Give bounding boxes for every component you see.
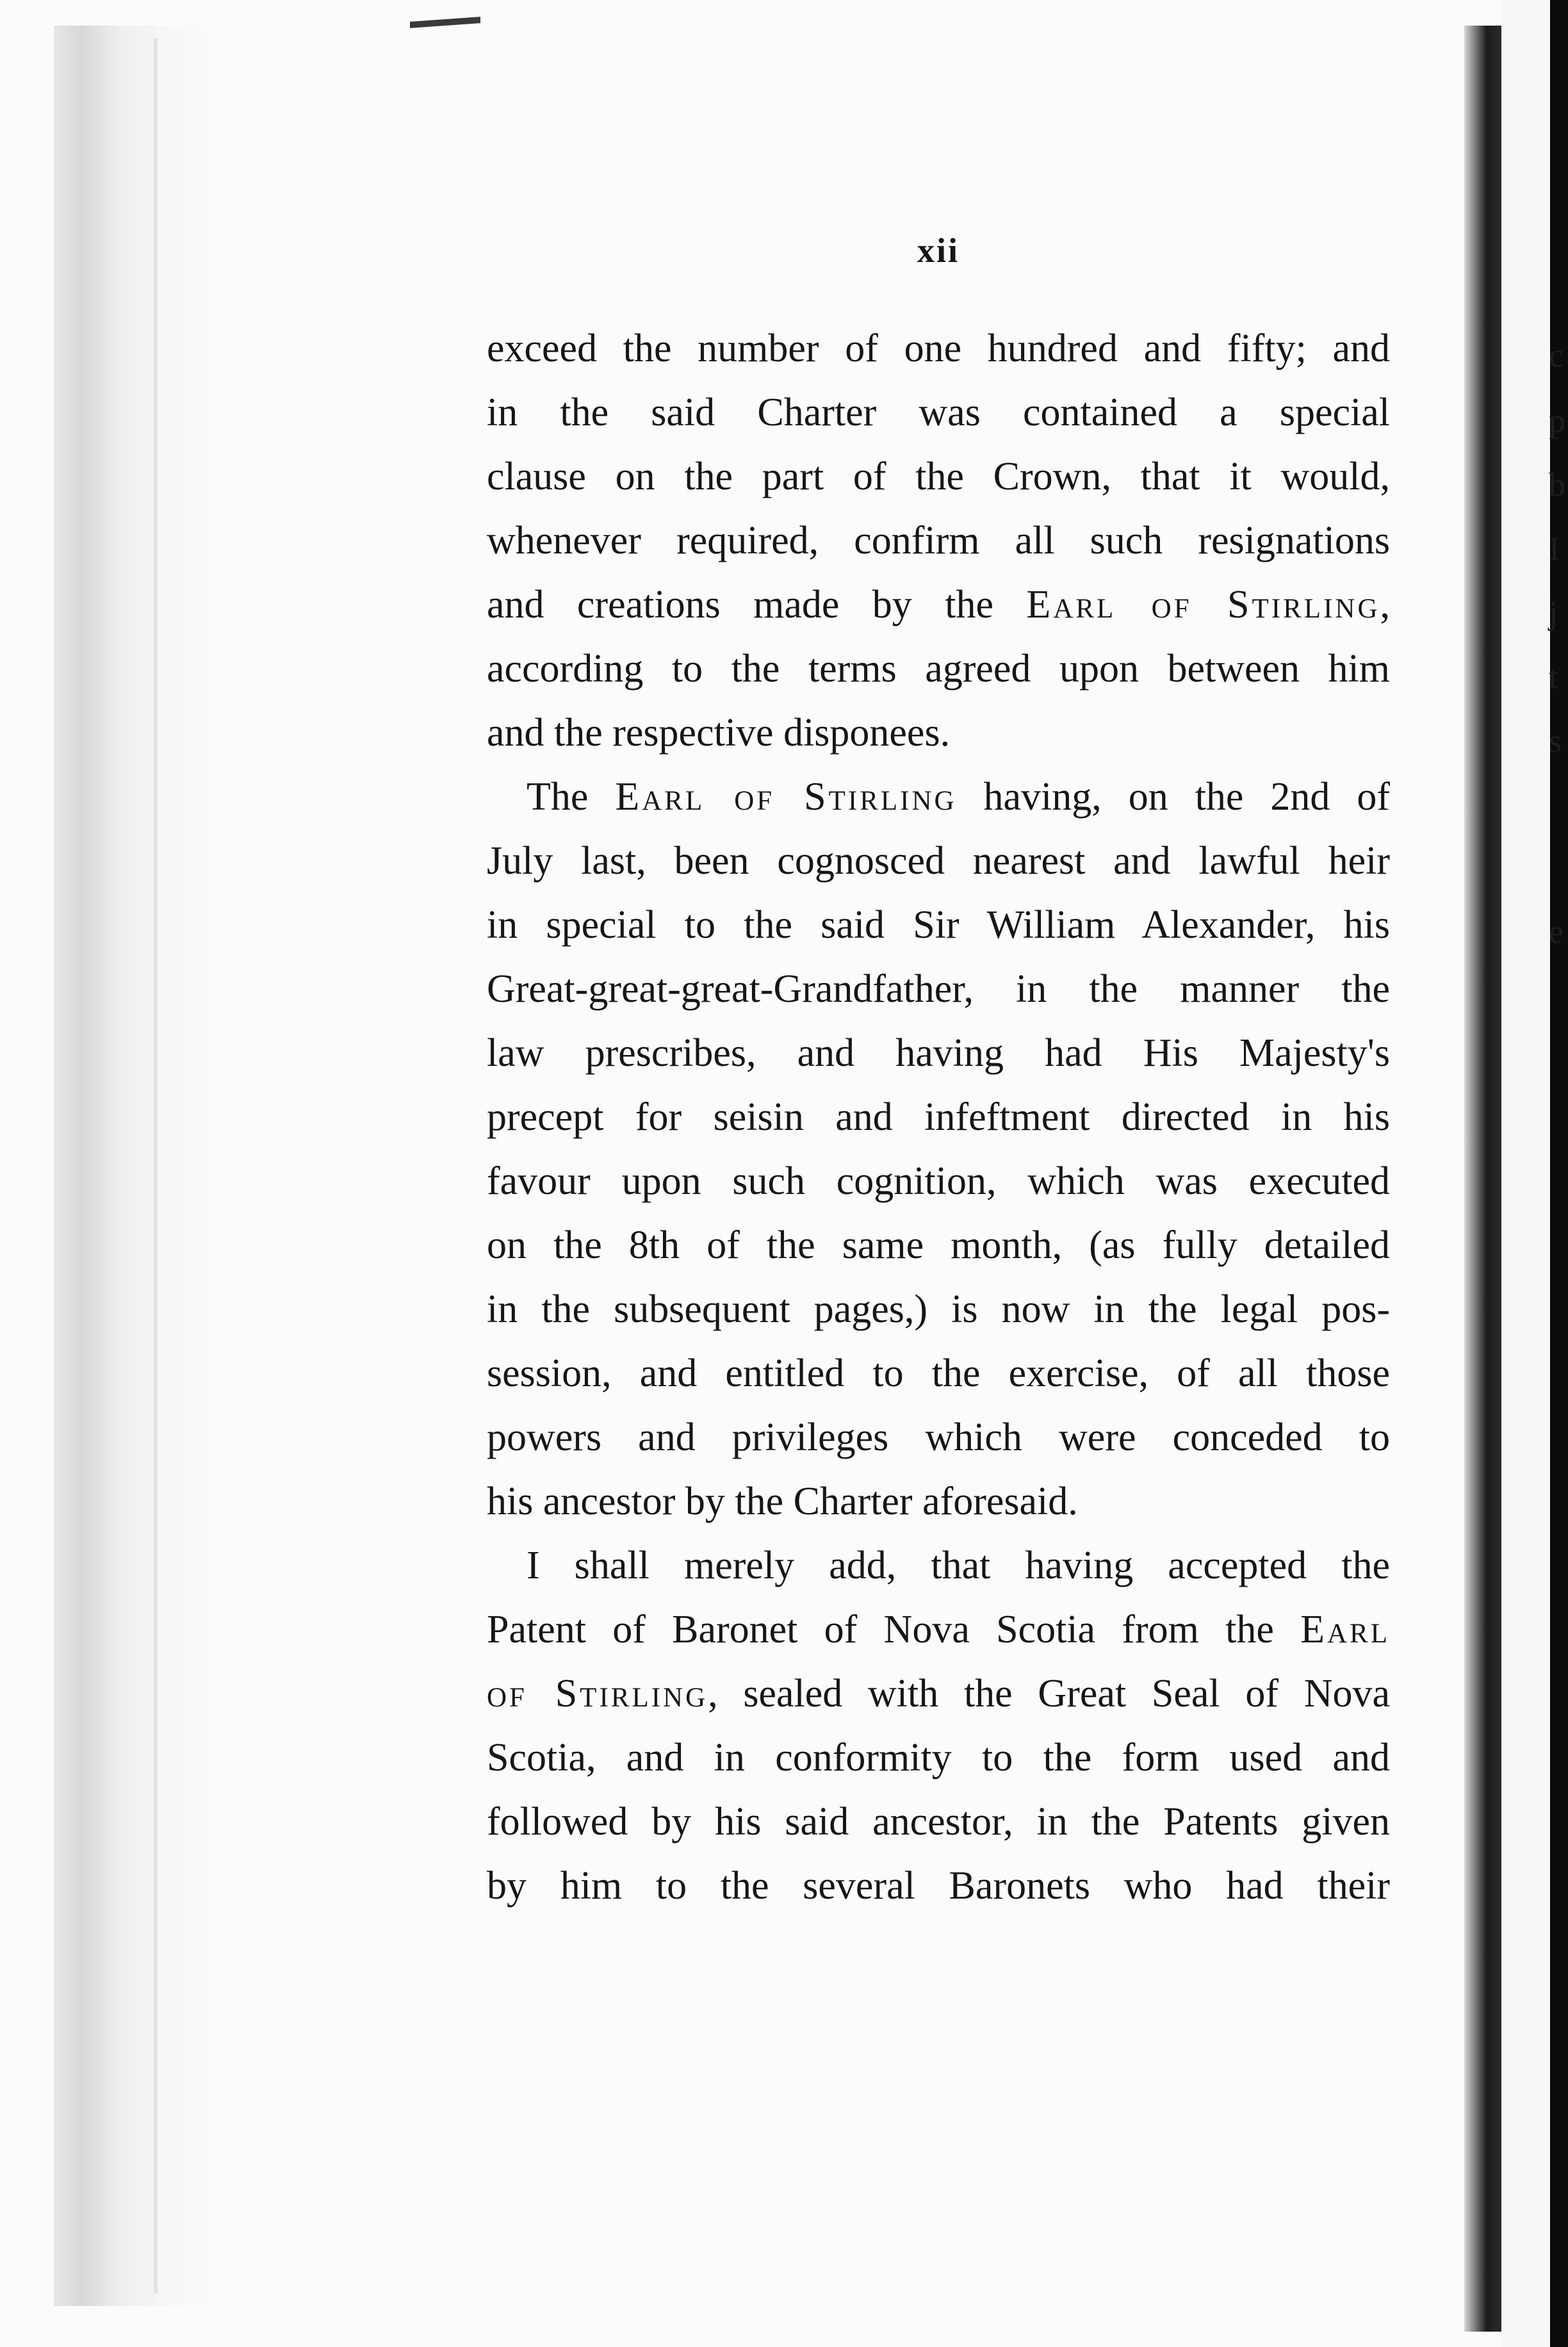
small-caps-name: Earl bbox=[1300, 1608, 1390, 1651]
page-number: xii bbox=[917, 231, 960, 270]
neighbor-letter: j bbox=[1549, 595, 1558, 632]
text-line: of Stirling, sealed with the Great Seal of Nova bbox=[487, 1672, 1390, 1715]
text-line: his ancestor by the Charter aforesaid. bbox=[487, 1480, 1078, 1523]
text-line: Patent of Baronet of Nova Scotia from the Earl bbox=[487, 1608, 1390, 1651]
text-line: in the subsequent pages,) is now in the legal pos- bbox=[487, 1288, 1390, 1331]
neighbor-letter: I bbox=[1549, 531, 1560, 568]
paragraph-3 bbox=[487, 1533, 1390, 1918]
text-line: according to the terms agreed upon between him bbox=[487, 647, 1390, 691]
text-line: on the 8th of the same month, (as fully detailed bbox=[487, 1223, 1390, 1267]
text-line: powers and privileges which were conceded to bbox=[487, 1416, 1390, 1459]
neighbor-letter: s bbox=[1549, 723, 1562, 760]
page-edge-line bbox=[154, 38, 158, 2293]
text-line: whenever required, confirm all such resignations bbox=[487, 519, 1390, 562]
text-line: followed by his said ancestor, in the Patents given bbox=[487, 1800, 1390, 1844]
text-line: law prescribes, and having had His Majesty's bbox=[487, 1031, 1390, 1075]
text-line: clause on the part of the Crown, that it would, bbox=[487, 455, 1390, 498]
small-caps-name: of Stirling bbox=[487, 1672, 708, 1715]
neighbor-letter: e bbox=[1549, 914, 1564, 951]
text-line: exceed the number of one hundred and fifty; and bbox=[487, 327, 1390, 370]
text-line: The Earl of Stirling having, on the 2nd of bbox=[527, 775, 1391, 819]
text-line: I shall merely add, that having accepted the bbox=[527, 1544, 1390, 1587]
neighbor-letter: c bbox=[1549, 338, 1564, 374]
neighbor-letter: b bbox=[1549, 467, 1565, 503]
text-line: Scotia, and in conformity to the form used and bbox=[487, 1736, 1390, 1779]
small-caps-name: Earl of Stirling bbox=[615, 775, 957, 819]
text-line: by him to the several Baronets who had their bbox=[487, 1864, 1390, 1908]
paragraph-2 bbox=[487, 765, 1390, 1533]
text-line: Great-great-great-Grandfather, in the manner the bbox=[487, 967, 1390, 1011]
neighbor-letter: p bbox=[1549, 403, 1565, 439]
binding-shadow bbox=[54, 26, 214, 2306]
text-line: session, and entitled to the exercise, of all those bbox=[487, 1352, 1390, 1395]
text-line: July last, been cognosced nearest and lawful heir bbox=[487, 839, 1390, 883]
paragraph-1 bbox=[487, 316, 1390, 765]
text-line: in special to the said Sir William Alexander, his bbox=[487, 903, 1390, 947]
text-line: and creations made by the Earl of Stirling, bbox=[487, 583, 1391, 626]
neighbor-letter: t bbox=[1549, 659, 1558, 696]
text-line: favour upon such cognition, which was executed bbox=[487, 1159, 1390, 1203]
text-line: precept for seisin and infeftment directed in his bbox=[487, 1095, 1390, 1139]
text-line: in the said Charter was contained a special bbox=[487, 391, 1390, 434]
page-text-block bbox=[487, 231, 1390, 1918]
text-line: and the respective disponees. bbox=[487, 711, 951, 755]
gutter-shadow bbox=[1464, 26, 1501, 2332]
small-caps-name: Earl of Stirling bbox=[1026, 583, 1380, 626]
